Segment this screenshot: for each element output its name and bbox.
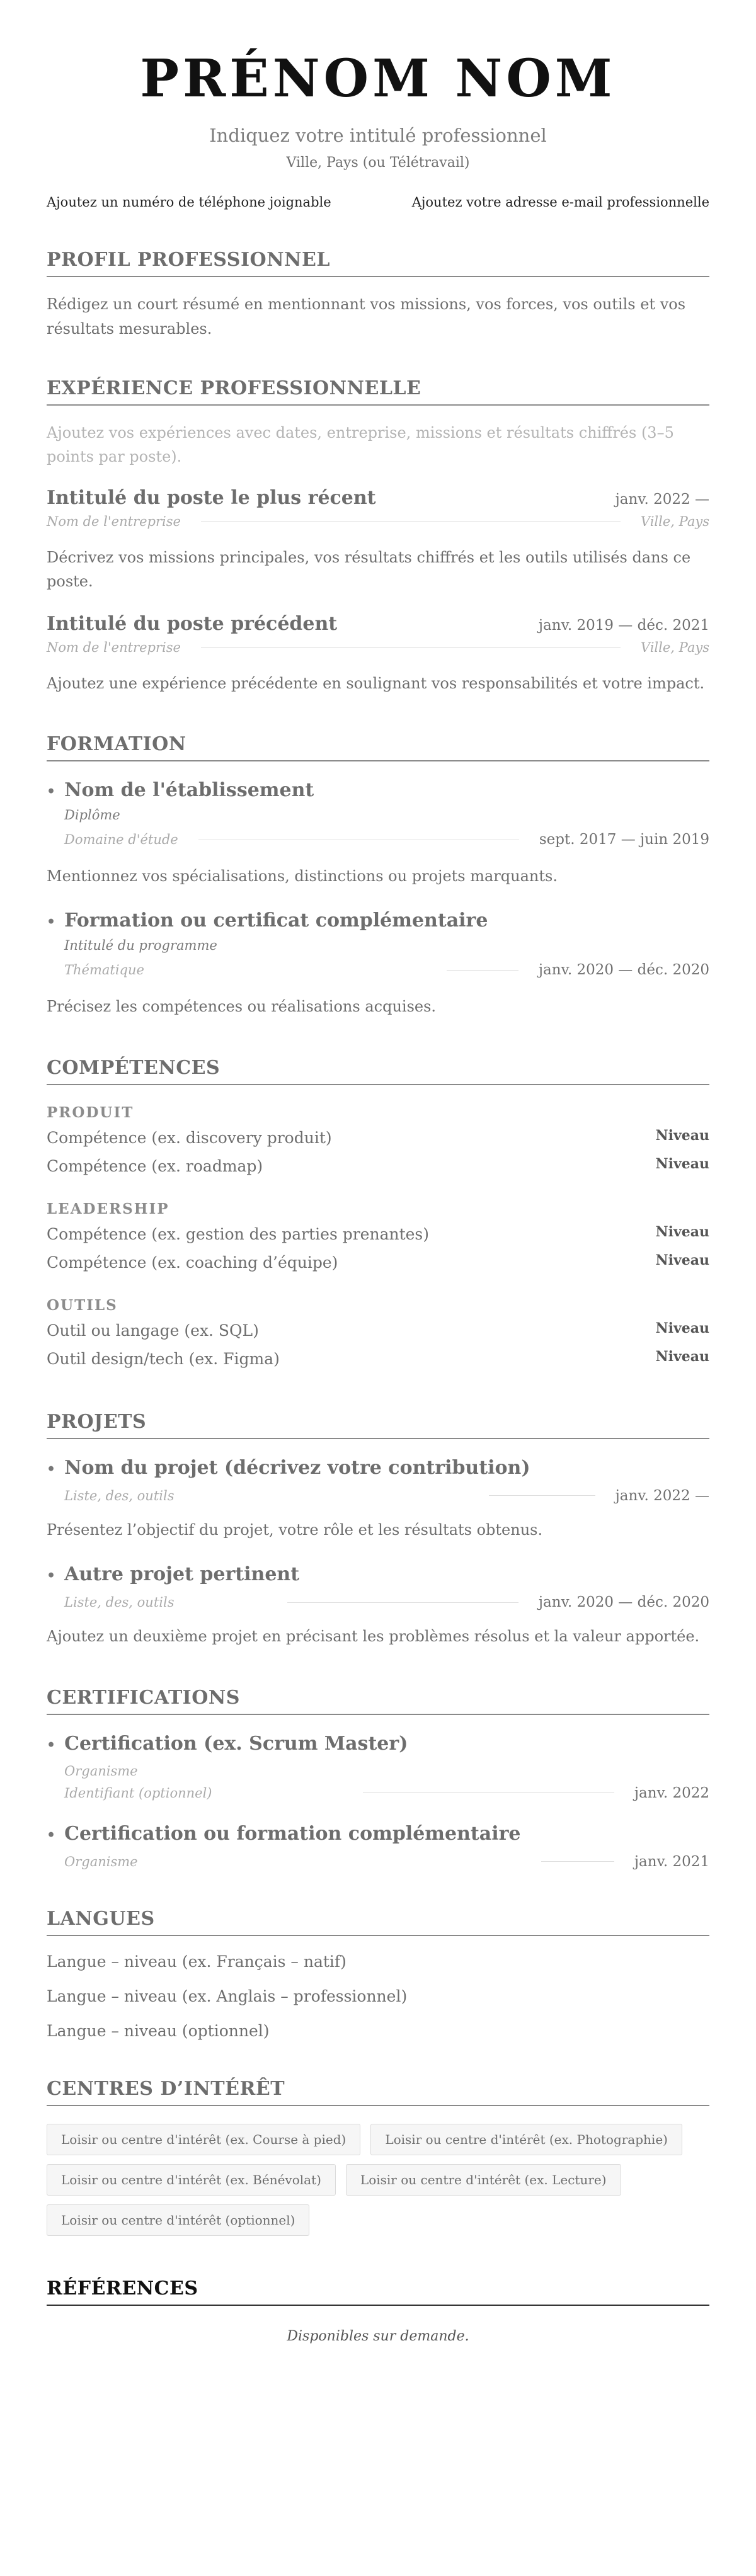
skill-level: Niveau [655,1155,709,1172]
skill-row [47,1316,709,1345]
skill-category [47,1104,709,1180]
experience-intro: Ajoutez vos expériences avec dates, entreprise, missions et résultats chiffrés (3–5 points par poste). [47,424,674,466]
company-name: Nom de l'entreprise [47,639,181,655]
certification-meta [64,1785,709,1801]
job-position-title: Intitulé du poste précédent [47,612,338,635]
skill-row [47,1248,709,1277]
section-title-education: FORMATION [47,732,709,761]
education-section [47,732,709,1019]
bullet-icon: • [47,1568,56,1585]
location: Ville, Pays (ou Télétravail) [286,155,470,171]
project-description: Ajoutez un deuxième projet en précisant les problèmes résolus et la valeur apportée. [47,1627,700,1646]
job-dates: janv. 2022 — [615,491,709,508]
project-description: Présentez l’objectif du projet, votre rôle et les résultats obtenus. [47,1520,543,1539]
experience-section [47,376,709,695]
experience-item [47,613,709,695]
section-title-profile: PROFIL PROFESSIONNEL [47,248,709,277]
certification-details [47,1764,709,1801]
skill-name: Compétence (ex. coaching d’équipe) [47,1253,338,1272]
interest-chip: Loisir ou centre d'intérêt (ex. Course à pied) [47,2124,360,2155]
certification-item [47,1823,709,1870]
skill-category-title: LEADERSHIP [47,1200,169,1217]
company-name: Nom de l'entreprise [47,513,181,529]
school-name: Formation ou certificat complémentaire [64,909,488,932]
bullet-icon: • [47,784,56,801]
certification-item [47,1733,709,1801]
skill-row [47,1124,709,1152]
job-description: Ajoutez une expérience précédente en soulignant vos responsabilités et votre impact. [47,674,705,692]
divider-line [201,521,621,522]
certifications-section [47,1685,709,1870]
project-dates: janv. 2022 — [615,1487,709,1504]
job-description: Décrivez vos missions principales, vos résultats chiffrés et les outils utilisés dans ce poste. [47,548,691,591]
education-meta [64,831,709,848]
project-name-row [47,1563,709,1585]
divider-line [447,970,518,971]
experience-subline [47,640,709,655]
projects-section [47,1410,709,1649]
project-name: Autre projet pertinent [64,1563,300,1586]
contact-row [47,195,709,210]
skill-row [47,1345,709,1373]
interest-chip: Loisir ou centre d'intérêt (ex. Lecture) [346,2164,621,2196]
certification-organisme: Organisme [64,1854,138,1869]
experience-header [47,487,709,509]
skill-level: Niveau [655,1127,709,1144]
field-of-study: Thématique [64,962,144,978]
degree: Diplôme [64,807,120,823]
certification-organisme: Organisme [64,1763,138,1779]
certification-details [47,1854,709,1870]
phone-number: Ajoutez un numéro de téléphone joignable [47,195,331,210]
certification-meta [64,1854,709,1870]
certification-date: janv. 2022 [634,1784,709,1801]
section-title-experience: EXPÉRIENCE PROFESSIONNELLE [47,376,709,406]
certification-name: Certification ou formation complémentaire [64,1822,521,1845]
divider-line [287,1602,518,1603]
skill-name: Compétence (ex. discovery produit) [47,1128,332,1147]
certification-date: janv. 2021 [634,1853,709,1870]
email-address: Ajoutez votre adresse e-mail professionnelle [411,195,709,210]
bullet-icon: • [47,1461,56,1478]
skills-section [47,1056,709,1373]
project-dates: janv. 2020 — déc. 2020 [538,1594,709,1611]
job-dates: janv. 2019 — déc. 2021 [538,617,709,634]
project-item [47,1457,709,1542]
skill-name: Compétence (ex. roadmap) [47,1156,263,1175]
experience-header [47,613,709,635]
skill-level: Niveau [655,1251,709,1268]
project-details [47,1594,709,1610]
education-item [47,909,709,1018]
project-item [47,1563,709,1648]
education-details [47,807,709,848]
education-dates: janv. 2020 — déc. 2020 [538,962,709,979]
project-meta [64,1594,709,1610]
references-section [47,2276,709,2344]
divider-line [541,1861,614,1862]
skill-category [47,1200,709,1277]
skill-category-title: OUTILS [47,1296,118,1314]
degree: Intitulé du programme [64,938,217,954]
interest-chip: Loisir ou centre d'intérêt (optionnel) [47,2204,309,2236]
skill-level: Niveau [655,1348,709,1365]
education-description: Mentionnez vos spécialisations, distinctions ou projets marquants. [47,867,558,886]
job-location: Ville, Pays [640,513,709,529]
skill-level: Niveau [655,1223,709,1240]
references-text: Disponibles sur demande. [287,2328,469,2344]
certification-name-row [47,1733,709,1755]
project-meta [64,1488,709,1504]
divider-line [201,647,621,648]
section-title-interests: CENTRES D’INTÉRÊT [47,2077,709,2106]
skill-row [47,1152,709,1180]
candidate-name: PRÉNOM NOM [140,48,616,109]
bullet-icon: • [47,914,56,931]
skill-row [47,1220,709,1248]
skill-category-title: PRODUIT [47,1103,134,1121]
job-position-title: Intitulé du poste le plus récent [47,486,376,509]
experience-item [47,487,709,594]
language-item: Langue – niveau (optionnel) [47,2021,270,2040]
certification-identifier: Identifiant (optionnel) [64,1785,212,1801]
skill-level: Niveau [655,1319,709,1336]
school-name-row [47,909,709,932]
school-name: Nom de l'établissement [64,779,314,802]
interest-chip: Loisir ou centre d'intérêt (ex. Bénévolat) [47,2164,336,2196]
job-title: Indiquez votre intitulé professionnel [209,125,547,147]
profile-section [47,248,709,341]
language-item: Langue – niveau (ex. Français – natif) [47,1952,346,1971]
interests-section [47,2077,709,2236]
divider-line [363,1792,614,1793]
skill-name: Outil design/tech (ex. Figma) [47,1349,280,1368]
skill-category [47,1297,709,1373]
section-title-languages: LANGUES [47,1906,709,1936]
experience-subline [47,514,709,529]
profile-summary: Rédigez un court résumé en mentionnant vos missions, vos forces, vos outils et vos résultats mesurables. [47,295,686,338]
section-title-projects: PROJETS [47,1410,709,1439]
certification-name-row [47,1823,709,1845]
school-name-row [47,779,709,801]
interest-chip: Loisir ou centre d'intérêt (ex. Photographie) [370,2124,682,2155]
education-item [47,779,709,888]
divider-line [489,1495,595,1496]
language-item: Langue – niveau (ex. Anglais – professionnel) [47,1986,408,2005]
education-details [47,938,709,978]
project-tools: Liste, des, outils [64,1488,175,1503]
certification-name: Certification (ex. Scrum Master) [64,1732,408,1755]
education-dates: sept. 2017 — juin 2019 [539,831,709,848]
interest-chips [47,2124,709,2236]
section-title-references: RÉFÉRENCES [47,2276,709,2306]
field-of-study: Domaine d'étude [64,832,178,848]
section-title-certifications: CERTIFICATIONS [47,1685,709,1715]
languages-section [47,1906,709,2040]
skill-name: Outil ou langage (ex. SQL) [47,1321,259,1340]
bullet-icon: • [47,1827,56,1844]
skill-name: Compétence (ex. gestion des parties prenantes) [47,1224,430,1243]
bullet-icon: • [47,1736,56,1753]
project-details [47,1488,709,1504]
certification-organisme-row [64,1764,709,1779]
job-location: Ville, Pays [640,639,709,655]
education-meta [64,962,709,978]
project-name-row [47,1457,709,1479]
education-description: Précisez les compétences ou réalisations acquises. [47,998,437,1016]
section-title-skills: COMPÉTENCES [47,1056,709,1085]
project-tools: Liste, des, outils [64,1595,175,1610]
project-name: Nom du projet (décrivez votre contribution) [64,1456,530,1479]
